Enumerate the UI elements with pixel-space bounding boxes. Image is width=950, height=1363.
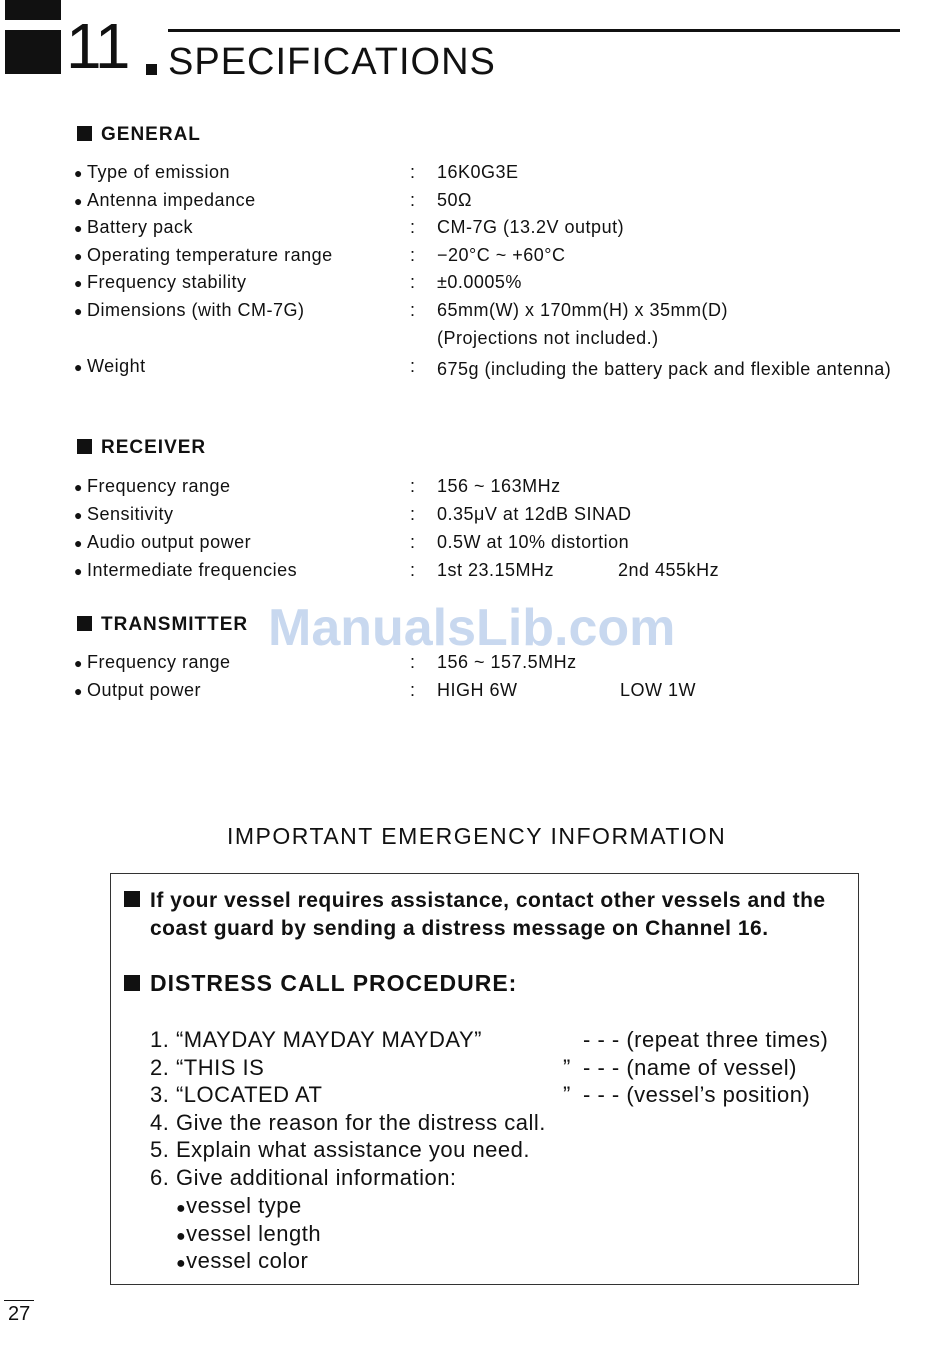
section-heading-receiver: RECEIVER: [77, 437, 206, 459]
info-item: ●vessel length: [176, 1221, 322, 1246]
closing-quote: ”: [563, 1082, 571, 1107]
closing-quote: ”: [563, 1055, 571, 1080]
section-heading-transmitter: TRANSMITTER: [77, 614, 248, 636]
square-bullet-icon: [124, 891, 140, 907]
page-number-rule: [4, 1300, 34, 1301]
colon: :: [410, 532, 416, 552]
spec-value: 1st 23.15MHz: [437, 560, 555, 580]
colon: :: [410, 680, 416, 700]
emergency-intro-line1: If your vessel requires assistance, contact other vessels and the: [124, 887, 826, 915]
square-bullet-icon: [77, 126, 92, 141]
info-item: ●vessel color: [176, 1248, 309, 1273]
colon: :: [410, 504, 416, 524]
square-bullet-icon: [77, 616, 92, 631]
procedure-step: 5. Explain what assistance you need.: [150, 1137, 531, 1162]
watermark: ManualsLib.com: [268, 599, 676, 657]
colon: :: [410, 162, 416, 182]
colon: :: [410, 300, 416, 320]
spec-value: −20°C ~ +60°C: [437, 245, 566, 265]
emergency-intro-line2: coast guard by sending a distress message on Channel 16.: [150, 917, 769, 940]
section-heading-general: GENERAL: [77, 124, 201, 146]
spec-value: 0.5W at 10% distortion: [437, 532, 630, 552]
spec-label: ● Operating temperature range: [74, 245, 333, 265]
spec-value: 0.35μV at 12dB SINAD: [437, 504, 632, 524]
info-item: ●vessel type: [176, 1193, 302, 1218]
procedure-step: 1. “MAYDAY MAYDAY MAYDAY”: [150, 1027, 482, 1052]
spec-label: ● Weight: [74, 356, 146, 376]
spec-value: ±0.0005%: [437, 272, 522, 292]
procedure-step-note: - - - (repeat three times): [583, 1027, 829, 1052]
spec-value: 156 ~ 157.5MHz: [437, 652, 577, 672]
colon: :: [410, 245, 416, 265]
spec-value: HIGH 6W: [437, 680, 518, 700]
spec-label: ● Frequency range: [74, 652, 231, 672]
spec-label: ● Intermediate frequencies: [74, 560, 298, 580]
spec-label: ● Sensitivity: [74, 504, 174, 524]
spec-label: ● Dimensions (with CM-7G): [74, 300, 305, 320]
procedure-step: 2. “THIS IS: [150, 1055, 265, 1080]
chapter-number: 11: [66, 10, 129, 82]
colon: :: [410, 560, 416, 580]
procedure-step: 4. Give the reason for the distress call.: [150, 1110, 546, 1135]
colon: :: [410, 652, 416, 672]
spec-label: ● Audio output power: [74, 532, 252, 552]
spec-value-secondary: LOW 1W: [620, 680, 697, 700]
spec-value: CM-7G (13.2V output): [437, 217, 625, 237]
spec-label: ● Type of emission: [74, 162, 231, 182]
colon: :: [410, 190, 416, 210]
procedure-heading: DISTRESS CALL PROCEDURE:: [124, 969, 517, 997]
colon: :: [410, 217, 416, 237]
spec-value: 675g (including the battery pack and flexible antenna): [437, 359, 892, 379]
spec-label: ● Antenna impedance: [74, 190, 256, 210]
square-bullet-icon: [77, 439, 92, 454]
procedure-step-note: - - - (vessel’s position): [583, 1082, 811, 1107]
spec-value-note: (Projections not included.): [437, 328, 659, 348]
colon: :: [410, 356, 416, 376]
emergency-title: IMPORTANT EMERGENCY INFORMATION: [227, 823, 727, 849]
page-number: 27: [8, 1303, 31, 1325]
spec-value: 50Ω: [437, 190, 472, 210]
spec-label: ● Output power: [74, 680, 202, 700]
spec-label: ● Frequency range: [74, 476, 231, 496]
chapter-dot: [146, 64, 157, 75]
spec-value: 16K0G3E: [437, 162, 519, 182]
spec-label: ● Battery pack: [74, 217, 194, 237]
procedure-step-note: - - - (name of vessel): [583, 1055, 797, 1080]
header-block-top: [5, 0, 61, 20]
spec-value: 156 ~ 163MHz: [437, 476, 561, 496]
square-bullet-icon: [124, 975, 140, 991]
spec-value-secondary: 2nd 455kHz: [618, 560, 720, 580]
procedure-step: 6. Give additional information:: [150, 1165, 457, 1190]
procedure-step: 3. “LOCATED AT: [150, 1082, 323, 1107]
chapter-title: SPECIFICATIONS: [168, 41, 496, 83]
colon: :: [410, 272, 416, 292]
spec-value: 65mm(W) x 170mm(H) x 35mm(D): [437, 300, 728, 320]
spec-label: ● Frequency stability: [74, 272, 247, 292]
colon: :: [410, 476, 416, 496]
header-block: [5, 30, 61, 74]
header-rule: [168, 29, 900, 32]
